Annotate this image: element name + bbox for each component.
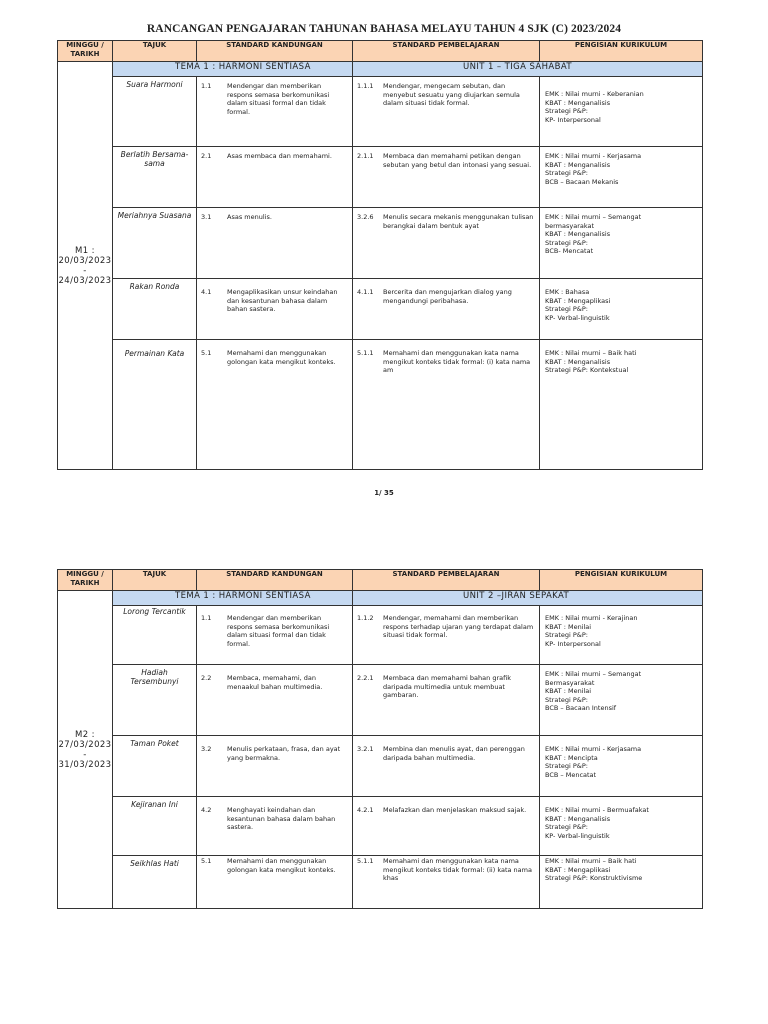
tajuk-cell: Taman Poket xyxy=(113,736,197,797)
unit-label: UNIT 2 –JIRAN SEPAKAT xyxy=(353,591,703,606)
sk-cell: 3.1 Asas menulis. xyxy=(197,208,353,279)
sp-cell: 2.2.1 Membaca dan memahami bahan grafik daripada multimedia untuk membuat gambaran. xyxy=(353,665,540,736)
table-row xyxy=(58,279,703,340)
pk-cell: EMK : Nilai murni - Bermuafakat KBAT : Menganalisis Strategi P&P: KP- Verbal-linguistik xyxy=(540,797,703,856)
plan-table-unit-2 xyxy=(57,569,703,909)
tajuk-cell: Seikhlas Hati xyxy=(113,856,197,909)
pk-cell: EMK : Bahasa KBAT : Mengaplikasi Strategi P&P: KP- Verbal-linguistik xyxy=(540,279,703,340)
plan-table-unit-1 xyxy=(57,40,703,470)
header-standard-pembelajaran: STANDARD PEMBELAJARAN xyxy=(353,41,540,62)
sk-cell: 2.1 Asas membaca dan memahami. xyxy=(197,147,353,208)
header-pengisian-kurikulum: PENGISIAN KURIKULUM xyxy=(540,570,703,591)
tajuk-cell: Meriahnya Suasana xyxy=(113,208,197,279)
table-row xyxy=(58,208,703,279)
header-standard-kandungan: STANDARD KANDUNGAN xyxy=(197,570,353,591)
tajuk-cell: Hadiah Tersembunyi xyxy=(113,665,197,736)
tajuk-cell: Lorong Tercantik xyxy=(113,606,197,665)
table-row xyxy=(58,606,703,665)
table-row xyxy=(58,147,703,208)
document-title: RANCANGAN PENGAJARAN TAHUNAN BAHASA MELAYU TAHUN 4 SJK (C) 2023/2024 xyxy=(146,23,622,35)
sk-cell: 1.1 Mendengar dan memberikan respons semasa berkomunikasi dalam situasi formal dan tidak formal. xyxy=(197,606,353,665)
pk-cell: EMK : Nilai murni – Semangat Bermasyarakat KBAT : Menilai Strategi P&P: BCB – Bacaan Intensif xyxy=(540,665,703,736)
sp-cell: 5.1.1 Memahami dan menggunakan kata nama mengikut konteks tidak formal: (ii) kata nama khas xyxy=(353,856,540,909)
table-header-row xyxy=(58,570,703,591)
table-row xyxy=(58,797,703,856)
tajuk-cell: Kejiranan Ini xyxy=(113,797,197,856)
tajuk-cell: Suara Harmoni xyxy=(113,77,197,147)
page-number: 1/ 35 xyxy=(374,489,394,497)
week-cell: M2 : 27/03/2023 - 31/03/2023 xyxy=(58,591,113,909)
tema-row xyxy=(58,591,703,606)
pk-cell: EMK : Nilai murni – Baik hati KBAT : Menganalisis Strategi P&P: Kontekstual xyxy=(540,340,703,470)
sp-cell: 4.2.1 Melafazkan dan menjelaskan maksud sajak. xyxy=(353,797,540,856)
header-pengisian-kurikulum: PENGISIAN KURIKULUM xyxy=(540,41,703,62)
header-standard-pembelajaran: STANDARD PEMBELAJARAN xyxy=(353,570,540,591)
table-row xyxy=(58,77,703,147)
header-minggu: MINGGU / TARIKH xyxy=(58,41,113,62)
pk-cell: EMK : Nilai murni - Kerjasama KBAT : Mencipta Strategi P&P: BCB – Mencatat xyxy=(540,736,703,797)
sk-cell: 1.1 Mendengar dan memberikan respons semasa berkomunikasi dalam situasi formal dan tidak formal. xyxy=(197,77,353,147)
sk-cell: 4.2 Menghayati keindahan dan kesantunan bahasa dalam bahan sastera. xyxy=(197,797,353,856)
pk-cell: EMK : Nilai murni - Keberanian KBAT : Menganalisis Strategi P&P: KP- Interpersonal xyxy=(540,77,703,147)
header-tajuk: TAJUK xyxy=(113,570,197,591)
tajuk-cell: Permainan Kata xyxy=(113,340,197,470)
sp-cell: 2.1.1 Membaca dan memahami petikan dengan sebutan yang betul dan intonasi yang sesuai. xyxy=(353,147,540,208)
sk-cell: 4.1 Mengaplikasikan unsur keindahan dan kesantunan bahasa dalam bahan sastera. xyxy=(197,279,353,340)
table-row xyxy=(58,856,703,909)
pk-cell: EMK : Nilai murni - Kerajinan KBAT : Menilai Strategi P&P: KP- Interpersonal xyxy=(540,606,703,665)
tajuk-cell: Berlatih Bersama-sama xyxy=(113,147,197,208)
pk-cell: EMK : Nilai murni – Semangat bermasyarakat KBAT : Menganalisis Strategi P&P: BCB- Mencatat xyxy=(540,208,703,279)
sp-cell: 3.2.1 Membina dan menulis ayat, dan perenggan daripada bahan multimedia. xyxy=(353,736,540,797)
sp-cell: 1.1.1 Mendengar, mengecam sebutan, dan menyebut sesuatu yang diujarkan semula dalam situasi tidak formal. xyxy=(353,77,540,147)
tema-label: TEMA 1 : HARMONI SENTIASA xyxy=(113,62,353,77)
sk-cell: 5.1 Memahami dan menggunakan golongan kata mengikut konteks. xyxy=(197,856,353,909)
header-standard-kandungan: STANDARD KANDUNGAN xyxy=(197,41,353,62)
table-header-row xyxy=(58,41,703,62)
pk-cell: EMK : Nilai murni - Kerjasama KBAT : Menganalisis Strategi P&P: BCB – Bacaan Mekanis xyxy=(540,147,703,208)
unit-label: UNIT 1 – TIGA SAHABAT xyxy=(353,62,703,77)
header-tajuk: TAJUK xyxy=(113,41,197,62)
sp-cell: 5.1.1 Memahami dan menggunakan kata nama mengikut konteks tidak formal: (i) kata nama am xyxy=(353,340,540,470)
sk-cell: 3.2 Menulis perkataan, frasa, dan ayat yang bermakna. xyxy=(197,736,353,797)
tajuk-cell: Rakan Ronda xyxy=(113,279,197,340)
tema-row xyxy=(58,62,703,77)
pk-cell: EMK : Nilai murni – Baik hati KBAT : Mengaplikasi Strategi P&P: Konstruktivisme xyxy=(540,856,703,909)
sp-cell: 4.1.1 Bercerita dan mengujarkan dialog yang mengandungi peribahasa. xyxy=(353,279,540,340)
table-row xyxy=(58,340,703,470)
sk-cell: 2.2 Membaca, memahami, dan menaakul bahan multimedia. xyxy=(197,665,353,736)
table-row xyxy=(58,665,703,736)
week-cell: M1 : 20/03/2023 - 24/03/2023 xyxy=(58,62,113,470)
table-row xyxy=(58,736,703,797)
sp-cell: 1.1.2 Mendengar, memahami dan memberikan respons terhadap ujaran yang terdapat dalam situasi tidak formal. xyxy=(353,606,540,665)
sp-cell: 3.2.6 Menulis secara mekanis menggunakan tulisan berangkai dalam bentuk ayat xyxy=(353,208,540,279)
sk-cell: 5.1 Memahami dan menggunakan golongan kata mengikut konteks. xyxy=(197,340,353,470)
header-minggu: MINGGU / TARIKH xyxy=(58,570,113,591)
tema-label: TEMA 1 : HARMONI SENTIASA xyxy=(113,591,353,606)
